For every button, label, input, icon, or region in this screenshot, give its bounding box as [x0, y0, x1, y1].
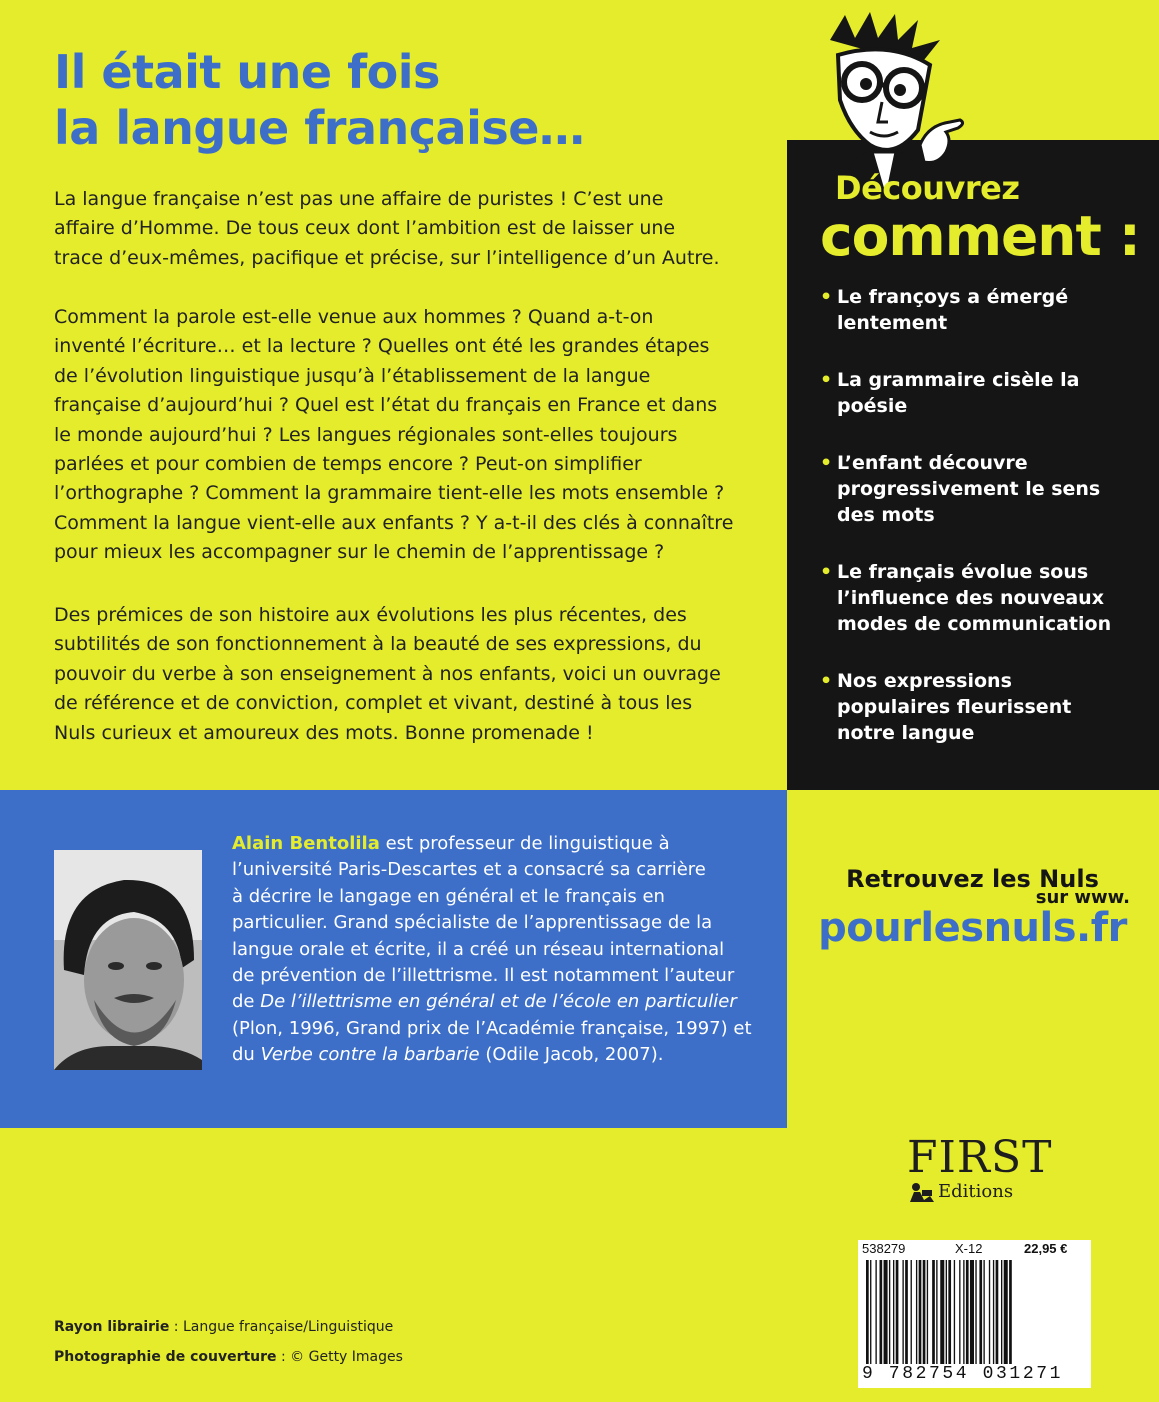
book-title: Verbe contre la barbarie: [260, 1044, 480, 1066]
bullet-line: des mots: [837, 504, 935, 526]
bullet-item: [820, 668, 1145, 746]
barcode-bar: [875, 1260, 876, 1364]
text-line: trace d’eux-mêmes, pacifique et précise, sur l’intelligence d’un Autre.: [54, 246, 720, 269]
discover-heading: Découvrez: [835, 169, 1020, 207]
barcode-bar: [963, 1260, 964, 1364]
text-line: pour mieux les accompagner sur le chemin de l’apprentissage ?: [54, 541, 665, 564]
text-line: Comment la langue vient-elle aux enfants ? Y a-t-il des clés à connaître: [54, 511, 734, 534]
text-line: subtilités de son fonctionnement à la beauté de ses expressions, du: [54, 633, 702, 656]
bio-line: [232, 1042, 772, 1068]
text-line: française d’aujourd’hui ? Quel est l’état du français en France et dans: [54, 394, 718, 417]
bullet-line: L’enfant découvre: [837, 452, 1028, 474]
title-line-2: la langue française…: [54, 101, 585, 155]
bullet-line: modes de communication: [837, 613, 1112, 635]
barcode-bar: [923, 1260, 926, 1364]
barcode-bar: [946, 1260, 947, 1364]
text-line: l’orthographe ? Comment la grammaire tient-elle les mots ensemble ?: [54, 482, 725, 505]
barcode-bar: [940, 1260, 944, 1364]
text-line: le monde aujourd’hui ? Les langues régionales sont-elles toujours: [54, 423, 678, 446]
how-heading: comment :: [820, 204, 1140, 268]
barcode-bar: [870, 1260, 871, 1364]
bio-line: à décrire le langage en général et le français en: [232, 885, 665, 907]
photo-credit: [54, 1347, 403, 1367]
bullet-item: [820, 284, 1145, 336]
bio-line: l’université Paris-Descartes et a consacré sa carrière: [232, 859, 706, 881]
text-line: La langue française n’est pas une affaire de puristes ! C’est une: [54, 188, 664, 210]
bullet-dot-icon: •: [820, 670, 833, 692]
barcode-bar: [1009, 1260, 1012, 1364]
barcode-bar: [893, 1260, 894, 1364]
text-line: de l’évolution linguistique jusqu’à l’établissement de la langue: [54, 364, 651, 387]
shelf-category: [54, 1317, 393, 1337]
barcode-bar: [959, 1260, 960, 1364]
barcode-bar: [889, 1260, 890, 1364]
bio-text: (Odile Jacob, 2007).: [479, 1044, 664, 1066]
bullet-line: poésie: [837, 395, 908, 417]
barcode-bar: [996, 1260, 999, 1364]
page-title: [54, 44, 754, 156]
bio-line: [232, 989, 772, 1015]
bullet-line: notre langue: [837, 722, 975, 744]
barcode-bar: [905, 1260, 908, 1364]
intro-paragraph-3: [54, 601, 754, 748]
barcode-bar: [916, 1260, 917, 1364]
text-line: parlées et pour combien de temps encore ? Peut-on simplifier: [54, 453, 642, 476]
text-line: Des prémices de son histoire aux évolutions les plus récentes, des: [54, 604, 687, 626]
bio-line: particulier. Grand spécialiste de l’apprentissage de la: [232, 912, 713, 934]
barcode-bar: [936, 1260, 937, 1364]
shelf-value: : Langue française/Linguistique: [169, 1319, 394, 1335]
bullet-line: lentement: [837, 312, 948, 334]
bullet-line: La grammaire cisèle la: [837, 369, 1080, 391]
title-line-1: Il était une fois: [54, 45, 440, 99]
barcode-bar: [975, 1260, 976, 1364]
reader-figure-icon: [908, 1182, 936, 1204]
bullet-item: [820, 559, 1145, 637]
bio-line: [232, 831, 772, 857]
barcode-ref: 538279: [862, 1241, 906, 1256]
bio-line: de prévention de l’illettrisme. Il est notamment l’auteur: [232, 965, 735, 987]
barcode-bar: [993, 1260, 994, 1364]
bio-text: est professeur de linguistique à: [379, 833, 670, 854]
barcode-bar: [966, 1260, 969, 1364]
barcode-bar: [866, 1260, 869, 1364]
isbn-number: 9 782754 031271: [862, 1364, 1064, 1384]
author-name: Alain Bentolila: [232, 833, 380, 854]
bullet-line: populaires fleurissent: [837, 696, 1072, 718]
intro-paragraph-1: [54, 185, 754, 273]
barcode-bar: [880, 1260, 883, 1364]
bio-line: langue orale et écrite, il a créé un réseau international: [232, 938, 725, 960]
barcode-bar: [896, 1260, 899, 1364]
bullet-item: [820, 450, 1145, 528]
bio-text: du: [232, 1044, 261, 1066]
bullet-line: Nos expressions: [837, 670, 1012, 692]
bullet-dot-icon: •: [820, 369, 833, 391]
barcode-bar: [1004, 1260, 1008, 1364]
bullet-dot-icon: •: [820, 286, 833, 308]
barcode-bar: [983, 1260, 984, 1364]
barcode-code: X-12: [955, 1241, 983, 1256]
promo-sur: sur www.: [1035, 887, 1130, 908]
barcode-bar: [989, 1260, 990, 1364]
intro-paragraph-2: [54, 303, 754, 568]
bullet-dot-icon: •: [820, 561, 833, 583]
author-photo: [54, 850, 202, 1070]
barcode-bar: [954, 1260, 955, 1364]
photo-credit-value: : © Getty Images: [276, 1349, 403, 1365]
text-line: de référence et de conviction, complet et vivant, destiné à tous les: [54, 692, 693, 715]
bullet-dot-icon: •: [820, 452, 833, 474]
publisher-editions: Editions: [938, 1181, 1014, 1202]
book-title: De l’illettrisme en général et de l’école en particulier: [260, 991, 737, 1013]
barcode-bar: [948, 1260, 951, 1364]
shelf-label: Rayon librairie: [54, 1319, 170, 1335]
publisher-logo: FIRST: [907, 1132, 1053, 1183]
text-line: pouvoir du verbe à son enseignement à nos enfants, voici un ouvrage: [54, 662, 721, 685]
author-bio: [232, 831, 772, 1069]
barcode-bar: [979, 1260, 982, 1364]
text-line: affaire d’Homme. De tous ceux dont l’ambition est de laisser une: [54, 217, 676, 240]
text-line: inventé l’écriture… et la lecture ? Quelles ont été les grandes étapes: [54, 335, 710, 358]
barcode-bar: [970, 1260, 974, 1364]
photo-credit-label: Photographie de couverture: [54, 1349, 277, 1365]
bullet-line: Le français évolue sous: [837, 561, 1089, 583]
promo-heading: Retrouvez les Nuls: [846, 865, 1099, 893]
bullet-line: Le françoys a émergé: [837, 286, 1069, 308]
price: 22,95 €: [1024, 1241, 1068, 1256]
bio-text: de: [232, 991, 261, 1013]
bio-line: (Plon, 1996, Grand prix de l’Académie française, 1997) et: [232, 1017, 752, 1039]
bullet-line: l’influence des nouveaux: [837, 587, 1104, 609]
barcode-bar: [1001, 1260, 1002, 1364]
barcode-bar: [927, 1260, 928, 1364]
barcode-bar: [902, 1260, 903, 1364]
barcode-bar: [919, 1260, 922, 1364]
barcode-bar: [884, 1260, 888, 1364]
website-link[interactable]: pourlesnuls.fr: [818, 905, 1127, 951]
bullet-item: [820, 367, 1145, 419]
barcode-bar: [911, 1260, 912, 1364]
text-line: Nuls curieux et amoureux des mots. Bonne promenade !: [54, 721, 594, 744]
bullet-line: progressivement le sens: [837, 478, 1101, 500]
barcode-bars: [862, 1258, 1088, 1366]
barcode-bar: [932, 1260, 935, 1364]
text-line: Comment la parole est-elle venue aux hommes ? Quand a-t-on: [54, 306, 654, 328]
